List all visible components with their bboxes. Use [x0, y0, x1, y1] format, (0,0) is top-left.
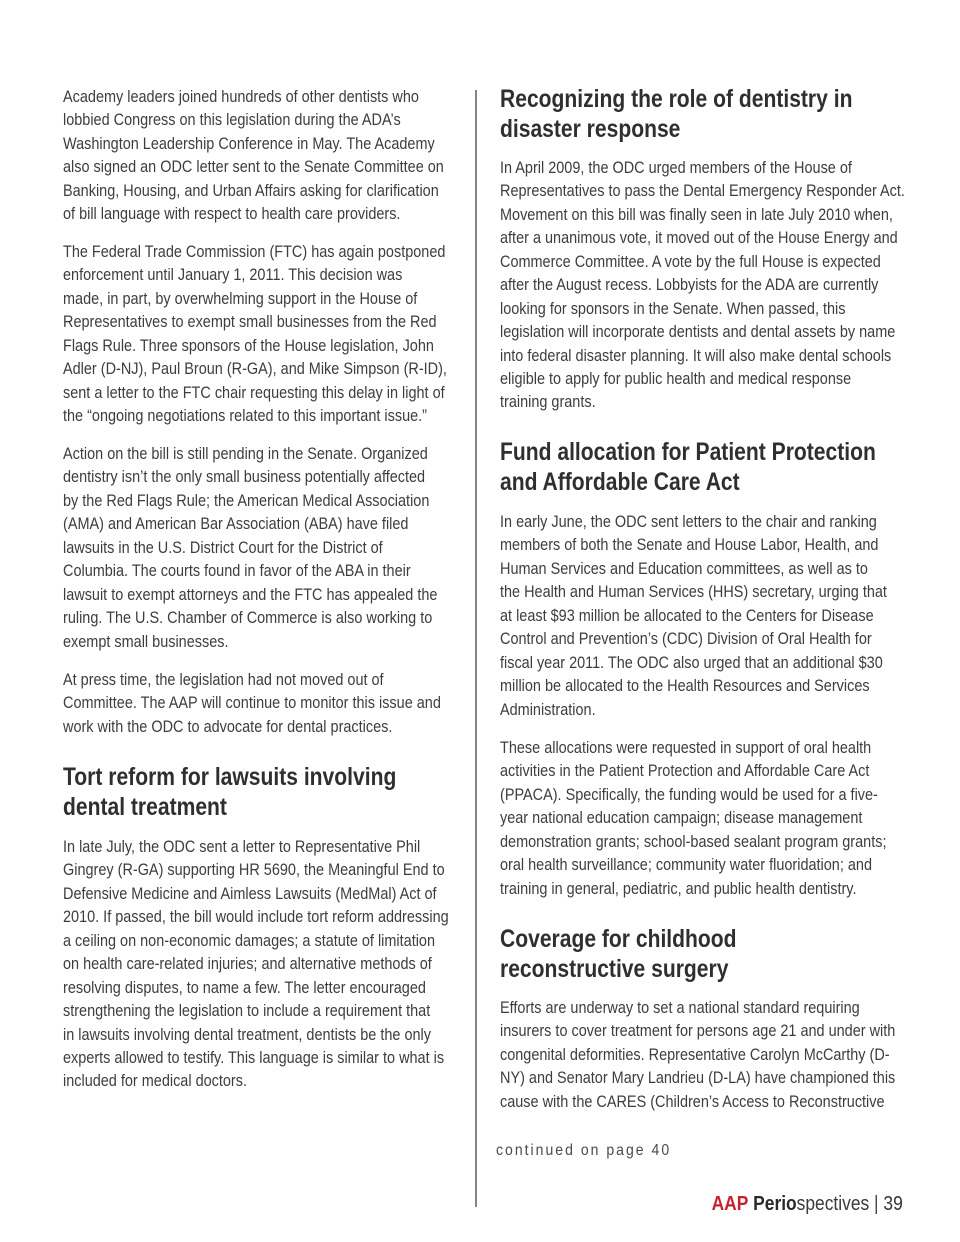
body-text-line: at least $93 million be allocated to the Centers for Disease	[500, 606, 874, 625]
heading-line: Recognizing the role of dentistry in	[500, 85, 853, 113]
body-text-line: congenital deformities. Representative Carolyn McCarthy (D-	[500, 1045, 890, 1064]
body-text-line: year national education campaign; disease management	[500, 809, 863, 828]
body-text-line: ruling. The U.S. Chamber of Commerce is also working to	[63, 609, 433, 628]
paragraph-press-time	[63, 669, 462, 739]
paragraph-tort-reform	[63, 836, 462, 1094]
body-text-line: in lawsuits involving dental treatment, dentists be the only	[63, 1025, 431, 1044]
body-text-line: the Health and Human Services (HHS) secretary, urging that	[500, 583, 887, 602]
paragraph-senate-pending	[63, 443, 462, 654]
body-text-line: resolving disputes, to name a few. The letter encouraged	[63, 978, 426, 997]
body-text-line: Flags Rule. Three sponsors of the House legislation, John	[63, 336, 434, 355]
heading-line: Tort reform for lawsuits involving	[63, 763, 397, 791]
body-text-line: Action on the bill is still pending in the Senate. Organized	[63, 445, 428, 463]
body-text-line: after the August recess. Lobbyists for the ADA are currently	[500, 276, 879, 295]
body-text-line: dentistry isn’t the only small business potentially affected	[63, 468, 426, 487]
body-text-line: In April 2009, the ODC urged members of the House of	[500, 159, 852, 177]
heading-disaster-response	[500, 84, 884, 144]
heading-line: reconstructive surgery	[500, 955, 729, 983]
column-divider	[475, 90, 477, 1207]
body-text-line: lawsuits in the U.S. District Court for the District of	[63, 538, 383, 557]
body-text-line: The Federal Trade Commission (FTC) has again postponed	[63, 243, 446, 261]
paragraph-academy-leaders	[63, 86, 462, 227]
body-text-line: insurers to cover treatment for persons age 21 and under with	[500, 1022, 896, 1041]
body-text-line: lawsuit to exempt attorneys and the FTC has appealed the	[63, 585, 438, 604]
body-text-line: included for medical doctors.	[63, 1072, 247, 1091]
body-text-line: Human Services and Education committees, as well as to	[500, 559, 868, 578]
body-text-line: Defensive Medicine and Aimless Lawsuits (MedMal) Act of	[63, 884, 437, 903]
body-text-line: Control and Prevention’s (CDC) Division of Oral Health for	[500, 630, 872, 649]
body-text-line: Washington Leadership Conference in May. The Academy	[63, 134, 435, 153]
paragraph-disaster-response	[500, 157, 905, 415]
body-text-line: cause with the CARES (Children’s Access to Reconstructive	[500, 1092, 885, 1111]
body-text-line: of bill language with respect to health care providers.	[63, 205, 401, 224]
paragraph-fund-allocation-letters	[500, 511, 899, 722]
right-column	[500, 0, 905, 1242]
body-text-line: on health care-related injuries; and alternative methods of	[63, 955, 432, 974]
body-text-line: million be allocated to the Health Resources and Services	[500, 677, 870, 696]
body-text-line: enforcement until January 1, 2011. This decision was	[63, 266, 403, 285]
body-text-line: Movement on this bill was finally seen in late July 2010 when,	[500, 205, 893, 224]
body-text-line: into federal disaster planning. It will also make dental schools	[500, 346, 892, 365]
body-text-line: Adler (D-NJ), Paul Broun (R-GA), and Mike Simpson (R-ID),	[63, 360, 447, 379]
paragraph-ftc-postponement	[63, 241, 462, 429]
body-text-line: work with the ODC to advocate for dental practices.	[63, 717, 393, 736]
body-text-line: demonstration grants; school-based sealant program grants;	[500, 832, 887, 851]
page-number: 39	[883, 1193, 903, 1215]
left-column	[63, 0, 463, 1242]
publication-title-regular: spectives	[796, 1193, 870, 1215]
body-text-line: a ceiling on non-economic damages; a statute of limitation	[63, 931, 436, 950]
body-text-line: Administration.	[500, 700, 596, 719]
body-text-line: training grants.	[500, 393, 596, 412]
heading-fund-allocation	[500, 437, 884, 497]
body-text-line: by the Red Flags Rule; the American Medical Association	[63, 491, 430, 510]
publication-title-bold: Perio	[753, 1193, 797, 1215]
body-text-line: eligible to apply for public health and medical response	[500, 369, 852, 388]
continued-on-page-note: continued on page 40	[496, 1142, 672, 1159]
body-text-line: NY) and Senator Mary Landrieu (D-LA) have championed this	[500, 1069, 896, 1088]
body-text-line: looking for sponsors in the Senate. When passed, this	[500, 299, 846, 318]
body-text-line: oral health surveillance; community water fluoridation; and	[500, 856, 872, 875]
body-text-line: (PPACA). Specifically, the funding would be used for a five-	[500, 785, 878, 804]
body-text-line: after a unanimous vote, it moved out of the House Energy and	[500, 229, 898, 248]
heading-childhood-surgery	[500, 924, 884, 984]
heading-line: Coverage for childhood	[500, 925, 737, 953]
body-text-line: Representatives to pass the Dental Emergency Responder Act.	[500, 182, 905, 201]
body-text-line: These allocations were requested in support of oral health	[500, 739, 872, 757]
heading-line: disaster response	[500, 115, 681, 143]
body-text-line: experts allowed to testify. This language is similar to what is	[63, 1048, 445, 1067]
body-text-line: activities in the Patient Protection and Affordable Care Act	[500, 762, 870, 781]
heading-line: Fund allocation for Patient Protection	[500, 438, 876, 466]
heading-line: and Affordable Care Act	[500, 468, 740, 496]
paragraph-childhood-surgery	[500, 997, 899, 1114]
body-text-line: Efforts are underway to set a national standard requiring	[500, 999, 860, 1017]
body-text-line: exempt small businesses.	[63, 632, 229, 651]
body-text-line: also signed an ODC letter sent to the Senate Committee on	[63, 158, 444, 177]
body-text-line: strengthening the legislation to include a requirement that	[63, 1002, 431, 1021]
brand-name-aap: AAP	[711, 1193, 749, 1215]
body-text-line: Gingrey (R-GA) supporting HR 5690, the Meaningful End to	[63, 861, 445, 880]
body-text-line: Banking, Housing, and Urban Affairs asking for clarification	[63, 181, 439, 200]
body-text-line: fiscal year 2011. The ODC also urged that an additional $30	[500, 653, 883, 672]
body-text-line: Representatives to exempt small businesses from the Red	[63, 313, 437, 332]
footer-separator: |	[874, 1193, 879, 1215]
body-text-line: Columbia. The courts found in favor of the ABA in their	[63, 562, 411, 581]
body-text-line: made, in part, by overwhelming support in the House of	[63, 289, 418, 308]
heading-line: dental treatment	[63, 793, 227, 821]
body-text-line: At press time, the legislation had not moved out of	[63, 671, 384, 689]
body-text-line: Academy leaders joined hundreds of other dentists who	[63, 88, 419, 106]
body-text-line: training in general, pediatric, and public health dentistry.	[500, 879, 857, 898]
body-text-line: the “ongoing negotiations related to this important issue.”	[63, 407, 427, 426]
body-text-line: legislation will incorporate dentists and dental assets by name	[500, 323, 896, 342]
body-text-line: 2010. If passed, the bill would include tort reform addressing	[63, 908, 449, 927]
body-text-line: Commerce Committee. A vote by the full House is expected	[500, 252, 881, 271]
paragraph-fund-allocation-ppaca	[500, 737, 899, 901]
body-text-line: lobbied Congress on this legislation during the ADA’s	[63, 111, 401, 130]
body-text-line: In late July, the ODC sent a letter to Representative Phil	[63, 838, 421, 856]
body-text-line: (AMA) and American Bar Association (ABA) have filed	[63, 515, 409, 534]
body-text-line: members of both the Senate and House Labor, Health, and	[500, 536, 879, 555]
heading-tort-reform	[63, 762, 447, 822]
page-footer	[712, 1192, 903, 1216]
body-text-line: Committee. The AAP will continue to monitor this issue and	[63, 694, 441, 713]
body-text-line: sent a letter to the FTC chair requesting this delay in light of	[63, 383, 445, 402]
body-text-line: In early June, the ODC sent letters to the chair and ranking	[500, 513, 877, 531]
